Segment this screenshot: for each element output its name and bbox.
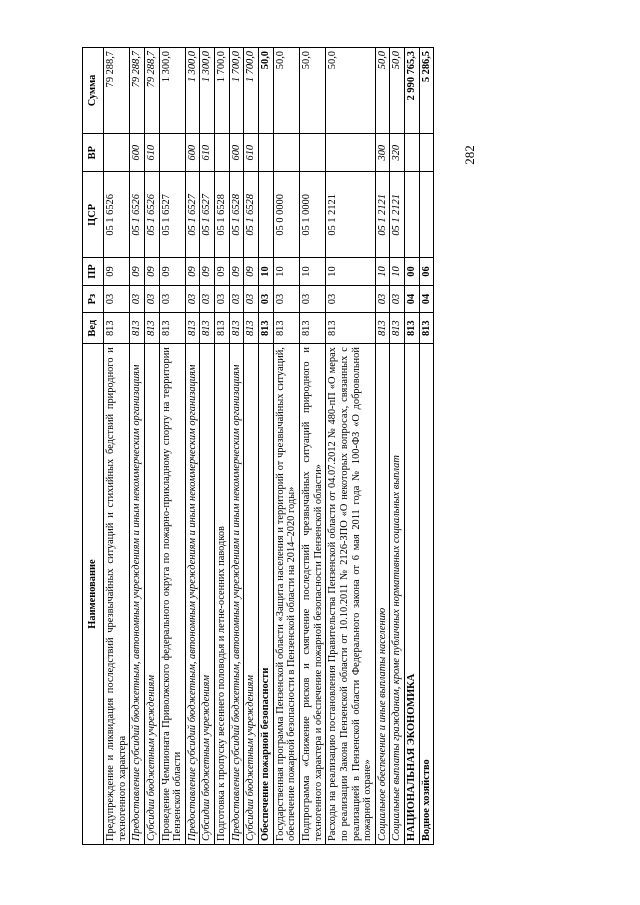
- header-pr: ПР: [83, 258, 104, 286]
- table-row: [200, 48, 215, 845]
- cell-pr: 09: [185, 258, 200, 286]
- cell-pr: 10: [326, 258, 376, 286]
- cell-ved: 813: [185, 313, 200, 344]
- cell-ved: 813: [299, 313, 325, 344]
- cell-csr: 05 1 6528: [215, 172, 230, 258]
- cell-csr: 05 1 6527: [159, 172, 185, 258]
- cell-csr: 05 1 6527: [200, 172, 215, 258]
- cell-ved: 813: [144, 313, 159, 344]
- cell-sum: 1 700,0: [215, 48, 230, 134]
- cell-pr: 09: [104, 258, 130, 286]
- cell-rz: 03: [185, 285, 200, 313]
- cell-rz: 03: [326, 285, 376, 313]
- table-row: [375, 48, 390, 845]
- cell-rz: 03: [259, 285, 274, 313]
- cell-sum: 50,0: [299, 48, 325, 134]
- cell-rz: 03: [390, 285, 405, 313]
- cell-vr: [326, 133, 376, 172]
- cell-vr: [299, 133, 325, 172]
- cell-rz: 04: [419, 285, 434, 313]
- cell-rz: 03: [244, 285, 259, 313]
- cell-ved: 813: [215, 313, 230, 344]
- cell-pr: 10: [273, 258, 299, 286]
- cell-name: Социальное обеспечение и иные выплаты населению: [375, 344, 390, 845]
- table-header-row: [83, 48, 104, 845]
- cell-csr: [419, 172, 434, 258]
- table-row: [130, 48, 145, 845]
- cell-name: Субсидии бюджетным учреждениям: [200, 344, 215, 845]
- cell-sum: 50,0: [390, 48, 405, 134]
- table-row: [326, 48, 376, 845]
- cell-sum: 79 288,7: [130, 48, 145, 134]
- cell-ved: 813: [104, 313, 130, 344]
- table-row: [259, 48, 274, 845]
- cell-vr: [405, 133, 420, 172]
- cell-ved: 813: [229, 313, 244, 344]
- cell-name: Предоставление субсидий бюджетным, автономным учреждениям и иным некоммерческим организациям: [130, 344, 145, 845]
- table-row: [229, 48, 244, 845]
- cell-csr: 05 1 0000: [299, 172, 325, 258]
- cell-vr: 600: [185, 133, 200, 172]
- cell-name: Социальные выплаты гражданам, кроме публичных нормативных социальных выплат: [390, 344, 405, 845]
- cell-pr: 09: [200, 258, 215, 286]
- cell-sum: 1 700,0: [229, 48, 244, 134]
- cell-rz: 03: [130, 285, 145, 313]
- cell-name: Водное хозяйство: [419, 344, 434, 845]
- table-row: [104, 48, 130, 845]
- cell-name: Субсидии бюджетным учреждениям: [244, 344, 259, 845]
- cell-csr: 05 1 2121: [326, 172, 376, 258]
- cell-name: Подготовка к пропуску весеннего половодья и летне-осенних паводков: [215, 344, 230, 845]
- cell-vr: 610: [144, 133, 159, 172]
- cell-vr: 300: [375, 133, 390, 172]
- table-row: [159, 48, 185, 845]
- cell-name: Подпрограмма «Снижение рисков и смягчение последствий чрезвычайных ситуаций природного и техногенного характера и обеспечение пожарной безопасности Пензенской области»: [299, 344, 325, 845]
- cell-vr: 600: [229, 133, 244, 172]
- cell-name: НАЦИОНАЛЬНАЯ ЭКОНОМИКА: [405, 344, 420, 845]
- cell-sum: 1 300,0: [200, 48, 215, 134]
- cell-rz: 03: [159, 285, 185, 313]
- cell-csr: 05 1 6528: [229, 172, 244, 258]
- cell-rz: 04: [405, 285, 420, 313]
- cell-pr: 09: [144, 258, 159, 286]
- cell-pr: 10: [259, 258, 274, 286]
- cell-sum: 50,0: [375, 48, 390, 134]
- cell-csr: [405, 172, 420, 258]
- cell-vr: [259, 133, 274, 172]
- cell-name: Предоставление субсидий бюджетным, автономным учреждениям и иным некоммерческим организациям: [229, 344, 244, 845]
- cell-name: Обеспечение пожарной безопасности: [259, 344, 274, 845]
- cell-ved: 813: [390, 313, 405, 344]
- cell-pr: 09: [215, 258, 230, 286]
- cell-ved: 813: [405, 313, 420, 344]
- cell-rz: 03: [375, 285, 390, 313]
- cell-ved: 813: [419, 313, 434, 344]
- table-row: [273, 48, 299, 845]
- cell-vr: [273, 133, 299, 172]
- cell-sum: 50,0: [273, 48, 299, 134]
- header-name: Наименование: [83, 344, 104, 845]
- cell-sum: 79 288,7: [104, 48, 130, 134]
- cell-pr: 06: [419, 258, 434, 286]
- rotated-table-container: [82, 47, 572, 845]
- header-sum: Сумма: [83, 48, 104, 134]
- cell-pr: 09: [130, 258, 145, 286]
- cell-ved: 813: [375, 313, 390, 344]
- cell-ved: 813: [244, 313, 259, 344]
- table-row: [244, 48, 259, 845]
- cell-vr: 600: [130, 133, 145, 172]
- cell-vr: [104, 133, 130, 172]
- cell-sum: 5 286,5: [419, 48, 434, 134]
- cell-rz: 03: [299, 285, 325, 313]
- cell-pr: 09: [229, 258, 244, 286]
- table-row: [405, 48, 420, 845]
- cell-sum: 50,0: [259, 48, 274, 134]
- cell-vr: 610: [200, 133, 215, 172]
- page-number: 282: [462, 145, 477, 165]
- cell-sum: 1 700,0: [244, 48, 259, 134]
- cell-csr: 05 1 2121: [390, 172, 405, 258]
- header-vr: ВР: [83, 133, 104, 172]
- cell-name: Предупреждение и ликвидация последствий чрезвычайных ситуаций и стихийных бедствий природного и техногенного характера: [104, 344, 130, 845]
- cell-ved: 813: [259, 313, 274, 344]
- cell-csr: 05 1 6526: [144, 172, 159, 258]
- cell-csr: [259, 172, 274, 258]
- cell-pr: 10: [390, 258, 405, 286]
- table-row: [419, 48, 434, 845]
- cell-name: Субсидии бюджетным учреждениям: [144, 344, 159, 845]
- table-row: [215, 48, 230, 845]
- cell-pr: 10: [375, 258, 390, 286]
- cell-csr: 05 1 6527: [185, 172, 200, 258]
- cell-csr: 05 1 6526: [130, 172, 145, 258]
- cell-csr: 05 0 0000: [273, 172, 299, 258]
- cell-ved: 813: [326, 313, 376, 344]
- cell-sum: 1 300,0: [185, 48, 200, 134]
- cell-vr: [215, 133, 230, 172]
- table-row: [144, 48, 159, 845]
- cell-sum: 50,0: [326, 48, 376, 134]
- header-ved: Вед: [83, 313, 104, 344]
- cell-ved: 813: [159, 313, 185, 344]
- cell-name: Государственная программа Пензенской области «Защита населения и территорий от чрезвычайных ситуаций, обеспечение пожарной безопасности в Пензенской области на 2014–2020 годы»: [273, 344, 299, 845]
- cell-pr: 00: [405, 258, 420, 286]
- cell-vr: 320: [390, 133, 405, 172]
- cell-name: Предоставление субсидий бюджетным, автономным учреждениям и иным некоммерческим организациям: [185, 344, 200, 845]
- cell-sum: 79 288,7: [144, 48, 159, 134]
- cell-pr: 10: [299, 258, 325, 286]
- header-rz: Рз: [83, 285, 104, 313]
- cell-vr: [159, 133, 185, 172]
- table-body: [104, 48, 434, 845]
- cell-pr: 09: [159, 258, 185, 286]
- table-row: [390, 48, 405, 845]
- budget-table: [82, 47, 434, 845]
- cell-csr: 05 1 6528: [244, 172, 259, 258]
- cell-rz: 03: [104, 285, 130, 313]
- table-row: [185, 48, 200, 845]
- cell-rz: 03: [229, 285, 244, 313]
- cell-ved: 813: [130, 313, 145, 344]
- table-row: [299, 48, 325, 845]
- cell-name: Расходы на реализацию постановления Правительства Пензенской области от 04.07.2012 № 480-пП «О мерах по реализации Закона Пензенской области от 10.10.2011 № 2126-ЗПО «О некоторых вопросах, связанных с реализацией в Пензенской области Федерального закона от 6 мая 2011 года № 100-ФЗ «О добровольной пожарной охране»: [326, 344, 376, 845]
- cell-rz: 03: [273, 285, 299, 313]
- cell-name: Проведение Чемпионата Приволжского федерального округа по пожарно-прикладному спорту на территории Пензенской области: [159, 344, 185, 845]
- cell-csr: 05 1 2121: [375, 172, 390, 258]
- cell-pr: 09: [244, 258, 259, 286]
- cell-vr: [419, 133, 434, 172]
- cell-ved: 813: [273, 313, 299, 344]
- cell-rz: 03: [200, 285, 215, 313]
- cell-sum: 2 990 765,3: [405, 48, 420, 134]
- cell-ved: 813: [200, 313, 215, 344]
- cell-vr: 610: [244, 133, 259, 172]
- cell-rz: 03: [144, 285, 159, 313]
- cell-rz: 03: [215, 285, 230, 313]
- cell-sum: 1 300,0: [159, 48, 185, 134]
- cell-csr: 05 1 6526: [104, 172, 130, 258]
- header-csr: ЦСР: [83, 172, 104, 258]
